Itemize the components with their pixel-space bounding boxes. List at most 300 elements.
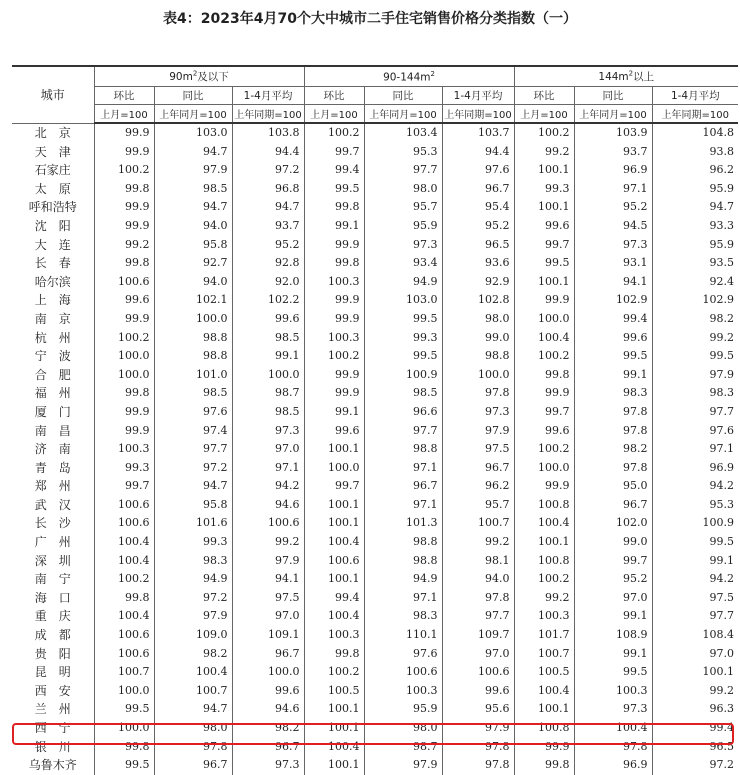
index-value: 100.7: [442, 514, 514, 533]
table-row: [12, 738, 738, 757]
index-value: 100.1: [304, 700, 364, 719]
index-value: 99.8: [304, 254, 364, 273]
index-value: 94.7: [154, 198, 232, 217]
index-value: 99.8: [514, 756, 574, 775]
index-value: 100.0: [442, 366, 514, 385]
city-name: 杭 州: [34, 330, 71, 345]
index-value: 100.1: [514, 700, 574, 719]
index-value: 95.6: [442, 700, 514, 719]
index-value: 108.9: [574, 626, 652, 645]
table-row: [12, 180, 738, 199]
index-value: 99.1: [304, 403, 364, 422]
city-name: 南 昌: [34, 423, 71, 438]
index-value: 99.5: [304, 180, 364, 199]
table-row: [12, 589, 738, 608]
index-value: 97.5: [232, 589, 304, 608]
city-name: 青 岛: [34, 460, 71, 475]
index-value: 100.6: [94, 645, 154, 664]
index-value: 102.9: [652, 291, 738, 310]
index-value: 100.0: [514, 459, 574, 478]
index-value: 98.3: [652, 384, 738, 403]
index-value: 97.8: [442, 384, 514, 403]
index-value: 98.3: [364, 607, 442, 626]
index-value: 99.9: [94, 310, 154, 329]
table-row: [12, 254, 738, 273]
index-value: 100.2: [304, 123, 364, 143]
index-value: 95.3: [652, 496, 738, 515]
index-value: 99.2: [652, 682, 738, 701]
index-value: 100.1: [514, 273, 574, 292]
index-value: 97.2: [154, 459, 232, 478]
city-name: 天 津: [34, 144, 71, 159]
index-value: 99.3: [154, 533, 232, 552]
city-name: 西 宁: [34, 721, 71, 735]
table-row: [12, 273, 738, 292]
index-value: 98.2: [154, 645, 232, 664]
index-value: 93.7: [232, 217, 304, 236]
index-value: 97.6: [442, 161, 514, 180]
table-row: [12, 422, 738, 441]
index-value: 102.8: [442, 291, 514, 310]
index-value: 103.4: [364, 123, 442, 143]
index-value: 99.8: [304, 198, 364, 217]
index-value: 99.2: [442, 533, 514, 552]
index-value: 100.8: [514, 719, 574, 738]
city-name: 大 连: [34, 237, 71, 252]
index-value: 100.4: [154, 663, 232, 682]
index-value: 96.2: [442, 477, 514, 496]
index-value: 99.5: [652, 533, 738, 552]
index-value: 99.5: [574, 347, 652, 366]
index-value: 100.4: [94, 607, 154, 626]
index-value: 99.9: [94, 198, 154, 217]
index-value: 97.5: [442, 440, 514, 459]
index-value: 94.7: [232, 198, 304, 217]
index-value: 109.1: [232, 626, 304, 645]
index-value: 97.0: [232, 607, 304, 626]
index-value: 99.7: [304, 143, 364, 162]
index-value: 99.1: [574, 607, 652, 626]
index-value: 100.2: [304, 347, 364, 366]
index-value: 94.7: [154, 700, 232, 719]
index-value: 98.3: [574, 384, 652, 403]
index-value: 97.3: [232, 422, 304, 441]
index-value: 95.0: [574, 477, 652, 496]
index-value: 97.7: [154, 440, 232, 459]
index-value: 100.6: [232, 514, 304, 533]
index-value: 98.7: [232, 384, 304, 403]
index-value: 100.3: [94, 440, 154, 459]
group-header-medium: $90-144m^2$: [304, 66, 514, 87]
index-value: 93.1: [574, 254, 652, 273]
index-value: 99.9: [304, 384, 364, 403]
base-label: 上年同期=100: [232, 105, 304, 124]
table-row: [12, 366, 738, 385]
index-value: 95.9: [652, 236, 738, 255]
base-label: 上年同月=100: [154, 105, 232, 124]
index-value: 100.3: [304, 273, 364, 292]
index-value: 97.1: [364, 496, 442, 515]
index-value: 97.8: [442, 738, 514, 757]
index-value: 100.2: [94, 329, 154, 348]
city-name: 兰 州: [34, 702, 71, 717]
index-value: 97.7: [364, 422, 442, 441]
index-value: 100.6: [94, 626, 154, 645]
city-name: 郑 州: [34, 479, 71, 494]
index-value: 100.4: [574, 719, 652, 738]
table-row: [12, 496, 738, 515]
index-value: 99.5: [514, 254, 574, 273]
index-value: 98.0: [442, 310, 514, 329]
index-value: 95.4: [442, 198, 514, 217]
index-value: 109.0: [154, 626, 232, 645]
index-value: 100.7: [154, 682, 232, 701]
city-name: 昆 明: [34, 665, 71, 680]
index-value: 97.9: [442, 719, 514, 738]
index-value: 97.6: [652, 422, 738, 441]
index-value: 99.5: [364, 310, 442, 329]
index-value: 100.2: [514, 570, 574, 589]
index-value: 100.3: [364, 682, 442, 701]
city-name: 西 安: [34, 683, 71, 698]
index-value: 99.1: [574, 645, 652, 664]
table-row: [12, 291, 738, 310]
table-row: [12, 700, 738, 719]
subcol-yoy: 同比: [574, 87, 652, 105]
index-value: 94.1: [232, 570, 304, 589]
index-value: 100.1: [514, 161, 574, 180]
index-value: 97.3: [232, 756, 304, 775]
table-row: [12, 143, 738, 162]
index-value: 100.2: [514, 123, 574, 143]
index-value: 100.3: [304, 329, 364, 348]
index-value: 97.0: [574, 589, 652, 608]
index-value: 103.9: [574, 123, 652, 143]
index-value: 92.4: [652, 273, 738, 292]
index-value: 96.9: [652, 459, 738, 478]
index-value: 99.8: [304, 645, 364, 664]
index-value: 94.0: [154, 217, 232, 236]
index-value: 96.5: [652, 738, 738, 757]
index-value: 99.6: [304, 422, 364, 441]
index-value: 98.8: [154, 347, 232, 366]
index-value: 98.5: [154, 384, 232, 403]
index-value: 94.5: [574, 217, 652, 236]
table-header: [12, 66, 738, 123]
index-value: 97.5: [652, 589, 738, 608]
index-value: 98.2: [652, 310, 738, 329]
index-value: 97.9: [652, 366, 738, 385]
index-value: 99.5: [94, 700, 154, 719]
index-value: 99.6: [514, 217, 574, 236]
index-value: 99.9: [94, 123, 154, 143]
index-value: 103.0: [154, 123, 232, 143]
table-row: [12, 310, 738, 329]
city-name: 长 沙: [34, 516, 71, 531]
index-value: 100.3: [514, 607, 574, 626]
index-value: 97.0: [232, 440, 304, 459]
index-value: 97.3: [574, 236, 652, 255]
index-value: 97.3: [442, 403, 514, 422]
index-value: 100.1: [304, 570, 364, 589]
index-value: 100.4: [94, 552, 154, 571]
index-value: 99.3: [514, 180, 574, 199]
index-value: 95.2: [442, 217, 514, 236]
group-header-large: $144m^2$以上: [514, 66, 738, 87]
index-value: 94.2: [232, 477, 304, 496]
index-value: 95.9: [364, 217, 442, 236]
city-name: 海 口: [34, 590, 71, 605]
index-value: 97.1: [652, 440, 738, 459]
index-value: 97.7: [364, 161, 442, 180]
index-value: 100.6: [94, 273, 154, 292]
index-value: 97.2: [232, 161, 304, 180]
index-value: 100.2: [304, 663, 364, 682]
index-value: 100.8: [514, 552, 574, 571]
index-value: 100.1: [514, 198, 574, 217]
index-value: 96.3: [652, 700, 738, 719]
base-header-row: [12, 105, 738, 124]
table-row: [12, 663, 738, 682]
index-value: 94.4: [232, 143, 304, 162]
index-value: 100.5: [514, 663, 574, 682]
index-value: 100.4: [514, 682, 574, 701]
index-value: 97.8: [442, 589, 514, 608]
index-value: 100.0: [232, 366, 304, 385]
index-value: 110.1: [364, 626, 442, 645]
index-value: 97.8: [442, 756, 514, 775]
index-value: 95.2: [232, 236, 304, 255]
index-value: 100.0: [232, 663, 304, 682]
index-value: 99.7: [94, 477, 154, 496]
table-body: [12, 123, 738, 775]
group-header-small: $90m^2$及以下: [94, 66, 304, 87]
index-value: 95.8: [154, 496, 232, 515]
city-name: 济 南: [34, 442, 71, 457]
index-value: 94.9: [364, 570, 442, 589]
index-value: 92.0: [232, 273, 304, 292]
index-value: 100.9: [652, 514, 738, 533]
index-value: 100.0: [94, 682, 154, 701]
index-value: 94.6: [232, 496, 304, 515]
index-value: 100.2: [514, 440, 574, 459]
index-value: 94.0: [154, 273, 232, 292]
index-value: 95.3: [364, 143, 442, 162]
index-value: 99.5: [652, 347, 738, 366]
index-value: 99.8: [514, 366, 574, 385]
index-value: 96.2: [652, 161, 738, 180]
city-name: 长 春: [34, 256, 71, 271]
index-value: 97.1: [364, 459, 442, 478]
index-value: 100.2: [94, 161, 154, 180]
index-value: 99.8: [94, 738, 154, 757]
city-name: 呼和浩特: [28, 200, 77, 215]
index-value: 99.6: [442, 682, 514, 701]
index-value: 97.1: [232, 459, 304, 478]
index-value: 99.0: [574, 533, 652, 552]
index-value: 100.5: [304, 682, 364, 701]
index-value: 99.5: [94, 756, 154, 775]
table-row: [12, 682, 738, 701]
index-value: 99.6: [574, 329, 652, 348]
index-value: 100.0: [154, 310, 232, 329]
index-value: 100.1: [652, 663, 738, 682]
index-value: 99.9: [94, 217, 154, 236]
index-value: 99.2: [94, 236, 154, 255]
index-value: 95.7: [364, 198, 442, 217]
index-value: 96.9: [574, 161, 652, 180]
index-value: 94.7: [154, 477, 232, 496]
index-value: 94.7: [652, 198, 738, 217]
index-value: 93.4: [364, 254, 442, 273]
base-label: 上月=100: [94, 105, 154, 124]
table-row: [12, 440, 738, 459]
table-row: [12, 477, 738, 496]
index-value: 98.5: [232, 403, 304, 422]
index-value: 98.5: [364, 384, 442, 403]
index-value: 99.6: [514, 422, 574, 441]
index-value: 97.9: [154, 161, 232, 180]
index-value: 94.9: [154, 570, 232, 589]
index-value: 97.7: [442, 607, 514, 626]
city-name: 成 都: [34, 628, 71, 643]
index-value: 100.0: [304, 459, 364, 478]
table-row: [12, 403, 738, 422]
index-value: 100.4: [304, 533, 364, 552]
index-value: 102.9: [574, 291, 652, 310]
subcol-avg: 1-4月平均: [442, 87, 514, 105]
subcol-mom: 环比: [514, 87, 574, 105]
index-value: 96.9: [574, 756, 652, 775]
index-value: 100.1: [304, 719, 364, 738]
index-value: 99.9: [514, 384, 574, 403]
subcol-avg: 1-4月平均: [652, 87, 738, 105]
index-value: 100.6: [94, 496, 154, 515]
index-value: 102.2: [232, 291, 304, 310]
index-value: 101.7: [514, 626, 574, 645]
index-value: 94.7: [154, 143, 232, 162]
city-name: 哈尔滨: [34, 274, 71, 289]
index-value: 100.4: [514, 329, 574, 348]
index-value: 99.1: [574, 366, 652, 385]
index-value: 104.8: [652, 123, 738, 143]
index-value: 93.3: [652, 217, 738, 236]
index-value: 99.2: [232, 533, 304, 552]
index-value: 98.0: [154, 719, 232, 738]
index-value: 96.7: [154, 756, 232, 775]
index-value: 93.8: [652, 143, 738, 162]
index-value: 100.0: [514, 310, 574, 329]
index-value: 103.7: [442, 123, 514, 143]
base-label: 上月=100: [514, 105, 574, 124]
index-value: 98.2: [232, 719, 304, 738]
index-value: 98.0: [364, 719, 442, 738]
index-value: 99.4: [304, 589, 364, 608]
index-value: 97.7: [652, 607, 738, 626]
index-value: 99.8: [94, 254, 154, 273]
index-value: 96.7: [442, 459, 514, 478]
city-name: 石家庄: [34, 163, 71, 178]
index-value: 100.0: [94, 366, 154, 385]
index-value: 102.1: [154, 291, 232, 310]
index-value: 98.8: [442, 347, 514, 366]
index-value: 99.6: [232, 682, 304, 701]
table-row: [12, 123, 738, 143]
table-row: [12, 607, 738, 626]
table-row: [12, 552, 738, 571]
index-value: 97.8: [154, 738, 232, 757]
index-value: 94.4: [442, 143, 514, 162]
base-label: 上年同期=100: [442, 105, 514, 124]
index-value: 99.9: [304, 366, 364, 385]
index-value: 100.1: [304, 496, 364, 515]
index-value: 100.6: [442, 663, 514, 682]
base-label: 上月=100: [304, 105, 364, 124]
table-title: 表4：2023年4月70个大中城市二手住宅销售价格分类指数（一）: [163, 11, 577, 27]
city-name: 深 圳: [34, 553, 71, 568]
index-value: 98.8: [364, 533, 442, 552]
index-value: 101.3: [364, 514, 442, 533]
index-value: 93.6: [442, 254, 514, 273]
index-value: 99.9: [514, 738, 574, 757]
index-value: 100.1: [304, 756, 364, 775]
index-value: 100.2: [514, 347, 574, 366]
index-value: 98.5: [154, 180, 232, 199]
index-value: 100.4: [304, 738, 364, 757]
index-value: 97.8: [574, 459, 652, 478]
index-value: 96.8: [232, 180, 304, 199]
city-name: 上 海: [34, 293, 71, 308]
city-name: 北 京: [34, 125, 71, 140]
city-name: 厦 门: [34, 404, 71, 419]
index-value: 98.5: [232, 329, 304, 348]
city-name: 合 肥: [34, 367, 71, 382]
table-row: [12, 217, 738, 236]
index-value: 97.9: [154, 607, 232, 626]
index-value: 97.1: [364, 589, 442, 608]
index-value: 97.6: [154, 403, 232, 422]
price-index-table: [12, 65, 738, 775]
base-label: 上年同期=100: [652, 105, 738, 124]
index-value: 100.7: [514, 645, 574, 664]
index-value: 97.9: [364, 756, 442, 775]
city-name: 银 川: [34, 739, 71, 754]
index-value: 99.8: [94, 589, 154, 608]
index-value: 96.7: [232, 645, 304, 664]
index-value: 98.8: [154, 329, 232, 348]
index-value: 103.8: [232, 123, 304, 143]
index-value: 96.7: [574, 496, 652, 515]
index-value: 99.9: [304, 236, 364, 255]
index-value: 99.7: [574, 552, 652, 571]
index-value: 99.9: [304, 310, 364, 329]
index-value: 100.9: [364, 366, 442, 385]
table-row: [12, 626, 738, 645]
index-value: 99.4: [304, 161, 364, 180]
index-value: 99.7: [514, 236, 574, 255]
index-value: 99.9: [94, 422, 154, 441]
index-value: 99.5: [364, 347, 442, 366]
index-value: 100.3: [574, 682, 652, 701]
index-value: 99.6: [232, 310, 304, 329]
index-value: 95.7: [442, 496, 514, 515]
index-value: 99.1: [652, 552, 738, 571]
table-row: [12, 161, 738, 180]
city-name: 太 原: [34, 181, 71, 196]
table-row: [12, 719, 738, 738]
index-value: 97.2: [652, 756, 738, 775]
table-row: [12, 533, 738, 552]
